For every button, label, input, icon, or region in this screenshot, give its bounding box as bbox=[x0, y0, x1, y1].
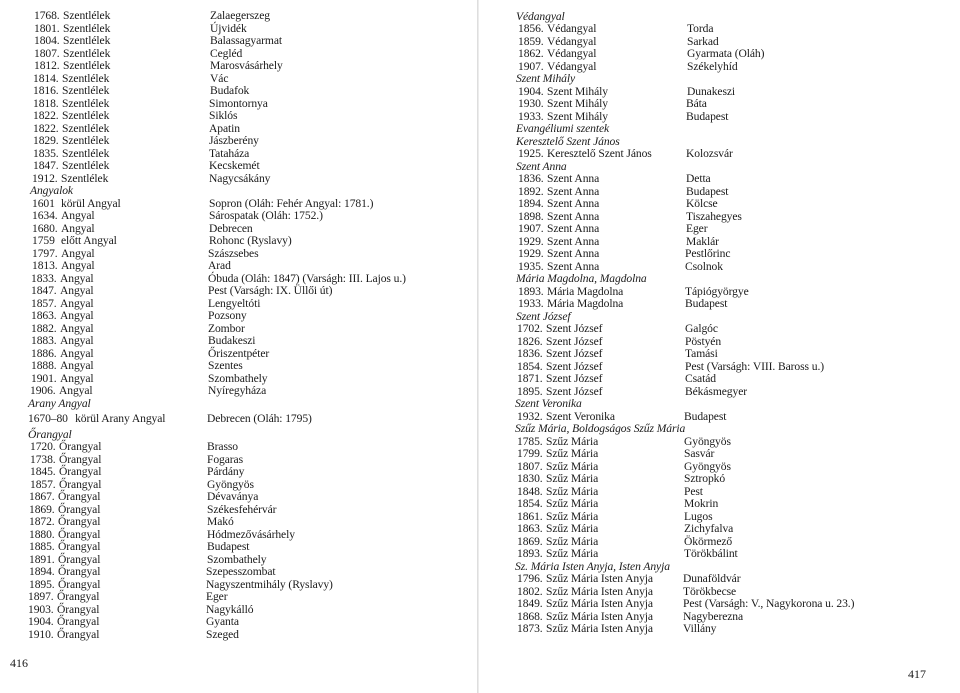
entry-place: Nagycsákány bbox=[209, 171, 271, 185]
entry-name: Őrangyal bbox=[59, 452, 102, 466]
entry-place: Budapest bbox=[685, 297, 728, 311]
entry-name: Szent Mihály bbox=[547, 84, 608, 98]
entry-year: 1904. bbox=[518, 84, 544, 98]
section-heading: Szent Anna bbox=[516, 159, 567, 173]
entry-place: Kölcse bbox=[686, 197, 718, 211]
entry-year: 1836. bbox=[517, 347, 543, 361]
entry-place: Budapest bbox=[686, 184, 729, 198]
entry-name: Szűz Mária Isten Anyja bbox=[546, 597, 653, 611]
entry-year: 1802. bbox=[517, 584, 543, 598]
entry-year: 1930. bbox=[518, 97, 544, 111]
entry-year: 1912. bbox=[32, 171, 58, 185]
entry-year: 1738. bbox=[30, 452, 56, 466]
entry-year: 1933. bbox=[518, 297, 544, 311]
entry-place: Dunakeszi bbox=[687, 84, 736, 98]
entry-place: Szombathely bbox=[207, 552, 267, 566]
entry-place: Tamási bbox=[685, 347, 718, 361]
entry-name: Őrangyal bbox=[58, 515, 101, 529]
entry-year: 1813. bbox=[32, 259, 58, 273]
entry-year: 1847. bbox=[31, 284, 57, 298]
section-heading: Szent József bbox=[516, 309, 571, 323]
entry-year: 1871. bbox=[517, 372, 543, 386]
entry-year: 1804. bbox=[34, 34, 60, 48]
entry-place: Cegléd bbox=[210, 46, 243, 60]
entry-place: Gyöngyös bbox=[207, 477, 254, 491]
entry-year: 1929. bbox=[518, 234, 544, 248]
section-heading: Őrangyal bbox=[28, 427, 72, 441]
entry-place: Csolnok bbox=[685, 259, 723, 273]
entry-year: 1854. bbox=[517, 359, 543, 373]
entry-name: Szentlélek bbox=[63, 34, 111, 48]
entry-name: Szentlélek bbox=[62, 109, 110, 123]
entry-year: 1670–80 bbox=[28, 412, 68, 426]
entry-year: 1932. bbox=[517, 409, 543, 423]
entry-year: 1868. bbox=[517, 609, 543, 623]
entry-name: Szentlélek bbox=[63, 46, 111, 60]
entry-name: Szűz Mária bbox=[546, 459, 599, 473]
entry-place: Pest (Varságh: VIII. Baross u.) bbox=[685, 359, 825, 373]
entry-place: Detta bbox=[686, 172, 711, 186]
entry-year: 1907. bbox=[518, 222, 544, 236]
entry-place: Siklós bbox=[209, 109, 238, 123]
entry-name: Szent Anna bbox=[547, 209, 600, 223]
section-heading: Szűz Mária, Boldogságos Szűz Mária bbox=[515, 422, 686, 436]
entry-place: Rohonc (Ryslavy) bbox=[209, 234, 292, 248]
entry-place: Eger bbox=[206, 590, 228, 604]
entry-place: Székelyhíd bbox=[687, 59, 738, 73]
entry-place: Nagyszentmihály (Ryslavy) bbox=[206, 577, 333, 591]
entry-name: Szűz Mária Isten Anyja bbox=[546, 572, 653, 586]
entry-place: Pest (Varságh: IX. Üllői út) bbox=[208, 284, 333, 298]
entry-place: Tápiógyörgye bbox=[685, 284, 749, 298]
entry-place: Villány bbox=[683, 622, 717, 636]
entry-place: Zalaegerszeg bbox=[210, 9, 270, 23]
entry-place: Kecskemét bbox=[209, 159, 260, 173]
entry-name: Őrangyal bbox=[58, 502, 101, 516]
entry-name: Szűz Mária bbox=[546, 447, 599, 461]
entry-name: Szent Anna bbox=[547, 222, 600, 236]
entry-name: Angyal bbox=[60, 296, 94, 310]
entry-name: Szentlélek bbox=[62, 159, 110, 173]
entry-name: Őrangyal bbox=[58, 552, 101, 566]
entry-year: 1801. bbox=[34, 21, 60, 35]
entry-place: Mokrin bbox=[684, 497, 719, 511]
entry-place: Szombathely bbox=[208, 371, 268, 385]
entry-place: Budakeszi bbox=[208, 334, 256, 348]
entry-year: 1873. bbox=[517, 622, 543, 636]
entry-name: Őrangyal bbox=[58, 490, 101, 504]
entry-name: Szent Mihály bbox=[547, 97, 608, 111]
entry-name: Őrangyal bbox=[59, 465, 102, 479]
entry-year: 1861. bbox=[517, 509, 543, 523]
entry-name: Szent Anna bbox=[547, 247, 600, 261]
section-heading: Arany Angyal bbox=[28, 396, 91, 410]
entry-name: Őrangyal bbox=[58, 577, 101, 591]
entry-place: Apatin bbox=[209, 121, 240, 135]
entry-place: Simontornya bbox=[209, 96, 268, 110]
entry-name: Szűz Mária Isten Anyja bbox=[546, 622, 653, 636]
entry-year: 1906. bbox=[30, 384, 56, 398]
entry-year: 1847. bbox=[33, 159, 59, 173]
entry-place: Hódmezővásárhely bbox=[207, 527, 295, 541]
entry-name: Szűz Mária bbox=[546, 534, 599, 548]
entry-year: 1830. bbox=[517, 472, 543, 486]
entry-place: Pestlőrinc bbox=[685, 247, 731, 261]
entry-year: 1862. bbox=[518, 47, 544, 61]
entry-place: Arad bbox=[208, 259, 231, 273]
entry-place: Párdány bbox=[207, 465, 245, 479]
entry-year: 1822. bbox=[33, 109, 59, 123]
entry-name: Őrangyal bbox=[58, 540, 101, 554]
entry-name: Angyal bbox=[60, 359, 94, 373]
entry-place: Szentes bbox=[208, 359, 243, 373]
entry-place: Gyarmata (Oláh) bbox=[687, 47, 765, 61]
entry-year: 1863. bbox=[31, 309, 57, 323]
entry-year: 1835. bbox=[33, 146, 59, 160]
entry-year: 1680. bbox=[32, 221, 58, 235]
entry-name: körül Angyal bbox=[61, 196, 121, 210]
entry-name: Szentlélek bbox=[62, 121, 110, 135]
entry-place: Törökbálint bbox=[684, 547, 738, 561]
entry-place: Pest bbox=[684, 484, 703, 498]
section-heading: Angyalok bbox=[30, 184, 73, 198]
entry-place: Nagykálló bbox=[206, 602, 254, 616]
entry-name: Szűz Mária bbox=[546, 472, 599, 486]
entry-name: Szent Mihály bbox=[547, 109, 608, 123]
entry-year: 1888. bbox=[31, 359, 57, 373]
entry-name: Szűz Mária bbox=[546, 547, 599, 561]
entry-year: 1929. bbox=[518, 247, 544, 261]
entry-place: Sasvár bbox=[684, 447, 715, 461]
section-heading: Védangyal bbox=[516, 9, 565, 23]
entry-year: 1759 bbox=[32, 234, 55, 248]
entry-year: 1634. bbox=[32, 209, 58, 223]
entry-name: Szent Anna bbox=[547, 259, 600, 273]
entry-place: Pest (Varságh: V., Nagykorona u. 23.) bbox=[683, 597, 855, 611]
entry-place: Fogaras bbox=[207, 452, 244, 466]
entry-place: Marosvásárhely bbox=[210, 59, 283, 73]
entry-name: Szűz Mária Isten Anyja bbox=[546, 584, 653, 598]
entry-year: 1901. bbox=[31, 371, 57, 385]
entry-name: Őrangyal bbox=[58, 527, 101, 541]
entry-place: Debrecen (Oláh: 1795) bbox=[207, 412, 312, 426]
entry-place: Törökbecse bbox=[683, 584, 737, 598]
entry-year: 1812. bbox=[34, 59, 60, 73]
entry-place: Pöstyén bbox=[685, 334, 722, 348]
entry-year: 1849. bbox=[517, 597, 543, 611]
entry-name: Szűz Mária Isten Anyja bbox=[546, 609, 653, 623]
entry-place: Budapest bbox=[684, 409, 727, 423]
entry-name: Szent József bbox=[546, 334, 603, 348]
entry-place: Sárospatak (Oláh: 1752.) bbox=[209, 209, 323, 223]
entry-place: Dunaföldvár bbox=[683, 572, 741, 586]
entry-year: 1601 bbox=[32, 196, 55, 210]
entry-name: Angyal bbox=[61, 246, 95, 260]
entry-year: 1867. bbox=[29, 490, 55, 504]
entry-name: Angyal bbox=[60, 321, 94, 335]
entry-year: 1807. bbox=[34, 46, 60, 60]
entry-name: Szentlélek bbox=[62, 96, 110, 110]
entry-year: 1833. bbox=[31, 271, 57, 285]
entry-year: 1910. bbox=[28, 627, 54, 641]
entry-name: Szűz Mária bbox=[546, 434, 599, 448]
entry-name: Szent Anna bbox=[547, 172, 600, 186]
entry-year: 1857. bbox=[31, 296, 57, 310]
entry-year: 1856. bbox=[518, 22, 544, 36]
entry-year: 1807. bbox=[517, 459, 543, 473]
entry-year: 1848. bbox=[517, 484, 543, 498]
entry-name: Mária Magdolna bbox=[547, 284, 624, 298]
entry-place: Zichyfalva bbox=[684, 522, 734, 536]
entry-place: Budapest bbox=[207, 540, 250, 554]
entry-place: Torda bbox=[687, 22, 714, 36]
entry-place: Gyanta bbox=[206, 615, 239, 629]
entry-name: Szentlélek bbox=[62, 71, 110, 85]
entry-name: Őrangyal bbox=[57, 627, 100, 641]
entry-name: Őrangyal bbox=[57, 602, 100, 616]
entry-place: Őriszentpéter bbox=[208, 346, 270, 360]
entry-name: Szentlélek bbox=[63, 59, 111, 73]
entry-place: Makó bbox=[207, 515, 234, 529]
entry-place: Nagyberezna bbox=[683, 609, 744, 623]
entry-year: 1907. bbox=[518, 59, 544, 73]
entry-name: Szent József bbox=[546, 372, 603, 386]
entry-year: 1822. bbox=[33, 121, 59, 135]
left-page bbox=[0, 0, 478, 693]
entry-name: Keresztelő Szent János bbox=[547, 147, 652, 161]
entry-place: Dévaványa bbox=[207, 490, 259, 504]
entry-place: Jászberény bbox=[209, 134, 259, 148]
entry-name: Szent Veronika bbox=[546, 409, 615, 423]
entry-year: 1854. bbox=[517, 497, 543, 511]
entry-place: Újvidék bbox=[210, 21, 247, 35]
book-gutter bbox=[477, 0, 479, 693]
entry-place: Szeged bbox=[206, 627, 239, 641]
entry-place: Zombor bbox=[208, 321, 245, 335]
entry-place: Csatád bbox=[685, 372, 716, 386]
entry-place: Szászsebes bbox=[208, 246, 259, 260]
entry-name: Szent Anna bbox=[547, 234, 600, 248]
section-heading: Keresztelő Szent János bbox=[516, 134, 620, 148]
entry-year: 1892. bbox=[518, 184, 544, 198]
entry-place: Brasso bbox=[207, 440, 238, 454]
entry-year: 1883. bbox=[31, 334, 57, 348]
entry-year: 1826. bbox=[517, 334, 543, 348]
right-page bbox=[480, 0, 960, 693]
entry-name: Szűz Mária bbox=[546, 522, 599, 536]
entry-name: Angyal bbox=[60, 346, 94, 360]
section-heading: Mária Magdolna, Magdolna bbox=[516, 272, 647, 286]
section-heading: Szent Veronika bbox=[515, 397, 582, 411]
entry-place: Báta bbox=[686, 97, 707, 111]
entry-year: 1894. bbox=[29, 565, 55, 579]
entry-year: 1893. bbox=[517, 547, 543, 561]
entry-place: Lengyeltóti bbox=[208, 296, 261, 310]
entry-name: Védangyal bbox=[547, 47, 597, 61]
entry-name: Angyal bbox=[60, 334, 94, 348]
entry-name: Őrangyal bbox=[58, 565, 101, 579]
entry-place: Gyöngyös bbox=[684, 434, 731, 448]
entry-year: 1872. bbox=[29, 515, 55, 529]
entry-place: Vác bbox=[210, 71, 229, 85]
entry-name: Szent József bbox=[546, 384, 603, 398]
entry-year: 1816. bbox=[33, 84, 59, 98]
entry-name: Szentlélek bbox=[63, 21, 111, 35]
entry-name: Szentlélek bbox=[62, 84, 110, 98]
entry-year: 1903. bbox=[28, 602, 54, 616]
entry-place: Eger bbox=[686, 222, 708, 236]
entry-place: Lugos bbox=[684, 509, 713, 523]
entry-name: Mária Magdolna bbox=[547, 297, 624, 311]
entry-name: Szentlélek bbox=[62, 146, 110, 160]
entry-name: Angyal bbox=[59, 384, 93, 398]
entry-year: 1797. bbox=[32, 246, 58, 260]
entry-name: Szentlélek bbox=[63, 9, 111, 23]
entry-year: 1857. bbox=[30, 477, 56, 491]
entry-name: Védangyal bbox=[547, 22, 597, 36]
entry-place: Galgóc bbox=[685, 322, 718, 336]
entry-place: Kolozsvár bbox=[686, 147, 733, 161]
entry-name: Angyal bbox=[60, 371, 94, 385]
entry-name: Szent József bbox=[546, 322, 603, 336]
entry-place: Tataháza bbox=[209, 146, 250, 160]
entry-name: Szűz Mária bbox=[546, 484, 599, 498]
entry-place: Sopron (Oláh: Fehér Angyal: 1781.) bbox=[209, 196, 374, 210]
entry-year: 1796. bbox=[517, 572, 543, 586]
entry-year: 1885. bbox=[29, 540, 55, 554]
entry-place: Székesfehérvár bbox=[207, 502, 277, 516]
entry-year: 1720. bbox=[30, 440, 56, 454]
entry-name: előtt Angyal bbox=[61, 234, 117, 248]
entry-name: Őrangyal bbox=[59, 477, 102, 491]
entry-year: 1895. bbox=[517, 384, 543, 398]
entry-name: Szent Anna bbox=[547, 197, 600, 211]
entry-year: 1895. bbox=[29, 577, 55, 591]
entry-year: 1869. bbox=[29, 502, 55, 516]
entry-place: Balassagyarmat bbox=[210, 34, 283, 48]
entry-name: Angyal bbox=[60, 309, 94, 323]
entry-place: Budafok bbox=[210, 84, 250, 98]
entry-year: 1829. bbox=[33, 134, 59, 148]
entry-name: Szűz Mária bbox=[546, 497, 599, 511]
page-number-right: 417 bbox=[908, 667, 926, 681]
entry-name: Angyal bbox=[61, 259, 95, 273]
entry-year: 1897. bbox=[28, 590, 54, 604]
entry-name: Szent József bbox=[546, 359, 603, 373]
section-heading: Sz. Mária Isten Anyja, Isten Anyja bbox=[515, 559, 670, 573]
entry-name: Őrangyal bbox=[57, 590, 100, 604]
entry-year: 1869. bbox=[517, 534, 543, 548]
entry-year: 1836. bbox=[518, 172, 544, 186]
entry-name: Angyal bbox=[60, 271, 94, 285]
entry-place: Debrecen bbox=[209, 221, 253, 235]
entry-year: 1925. bbox=[518, 147, 544, 161]
entry-name: Szentlélek bbox=[62, 134, 110, 148]
page-number-left: 416 bbox=[10, 656, 28, 670]
entry-name: Szentlélek bbox=[61, 171, 109, 185]
entry-year: 1785. bbox=[517, 434, 543, 448]
entry-place: Pozsony bbox=[208, 309, 247, 323]
entry-year: 1818. bbox=[33, 96, 59, 110]
entry-year: 1882. bbox=[31, 321, 57, 335]
entry-name: körül Arany Angyal bbox=[75, 412, 166, 426]
entry-name: Őrangyal bbox=[57, 615, 100, 629]
entry-name: Angyal bbox=[61, 209, 95, 223]
entry-name: Szent József bbox=[546, 347, 603, 361]
entry-year: 1891. bbox=[29, 552, 55, 566]
entry-year: 1859. bbox=[518, 34, 544, 48]
entry-name: Szent Anna bbox=[547, 184, 600, 198]
entry-place: Nyíregyháza bbox=[208, 384, 267, 398]
entry-year: 1886. bbox=[31, 346, 57, 360]
section-heading: Evangéliumi szentek bbox=[516, 122, 610, 136]
entry-name: Védangyal bbox=[547, 59, 597, 73]
entry-place: Szepesszombat bbox=[206, 565, 276, 579]
entry-place: Békásmegyer bbox=[685, 384, 747, 398]
entry-name: Védangyal bbox=[547, 34, 597, 48]
entry-year: 1880. bbox=[29, 527, 55, 541]
entry-name: Őrangyal bbox=[59, 440, 102, 454]
entry-name: Angyal bbox=[60, 284, 94, 298]
entry-year: 1702. bbox=[517, 322, 543, 336]
entry-place: Maklár bbox=[686, 234, 719, 248]
entry-place: Ökörmező bbox=[684, 534, 733, 548]
entry-year: 1799. bbox=[517, 447, 543, 461]
entry-year: 1814. bbox=[33, 71, 59, 85]
entry-place: Budapest bbox=[686, 109, 729, 123]
entry-year: 1904. bbox=[28, 615, 54, 629]
entry-year: 1894. bbox=[518, 197, 544, 211]
entry-place: Sarkad bbox=[687, 34, 719, 48]
entry-year: 1845. bbox=[30, 465, 56, 479]
entry-place: Sztropkó bbox=[684, 472, 726, 486]
entry-year: 1863. bbox=[517, 522, 543, 536]
entry-year: 1935. bbox=[518, 259, 544, 273]
entry-year: 1933. bbox=[518, 109, 544, 123]
section-heading: Szent Mihály bbox=[516, 72, 576, 86]
entry-year: 1768. bbox=[34, 9, 60, 23]
entry-place: Óbuda (Oláh: 1847) (Varságh: III. Lajos u.) bbox=[208, 271, 406, 285]
entry-year: 1898. bbox=[518, 209, 544, 223]
entry-name: Angyal bbox=[61, 221, 95, 235]
entry-place: Gyöngyös bbox=[684, 459, 731, 473]
entry-year: 1893. bbox=[518, 284, 544, 298]
entry-place: Tiszahegyes bbox=[686, 209, 742, 223]
entry-name: Szűz Mária bbox=[546, 509, 599, 523]
